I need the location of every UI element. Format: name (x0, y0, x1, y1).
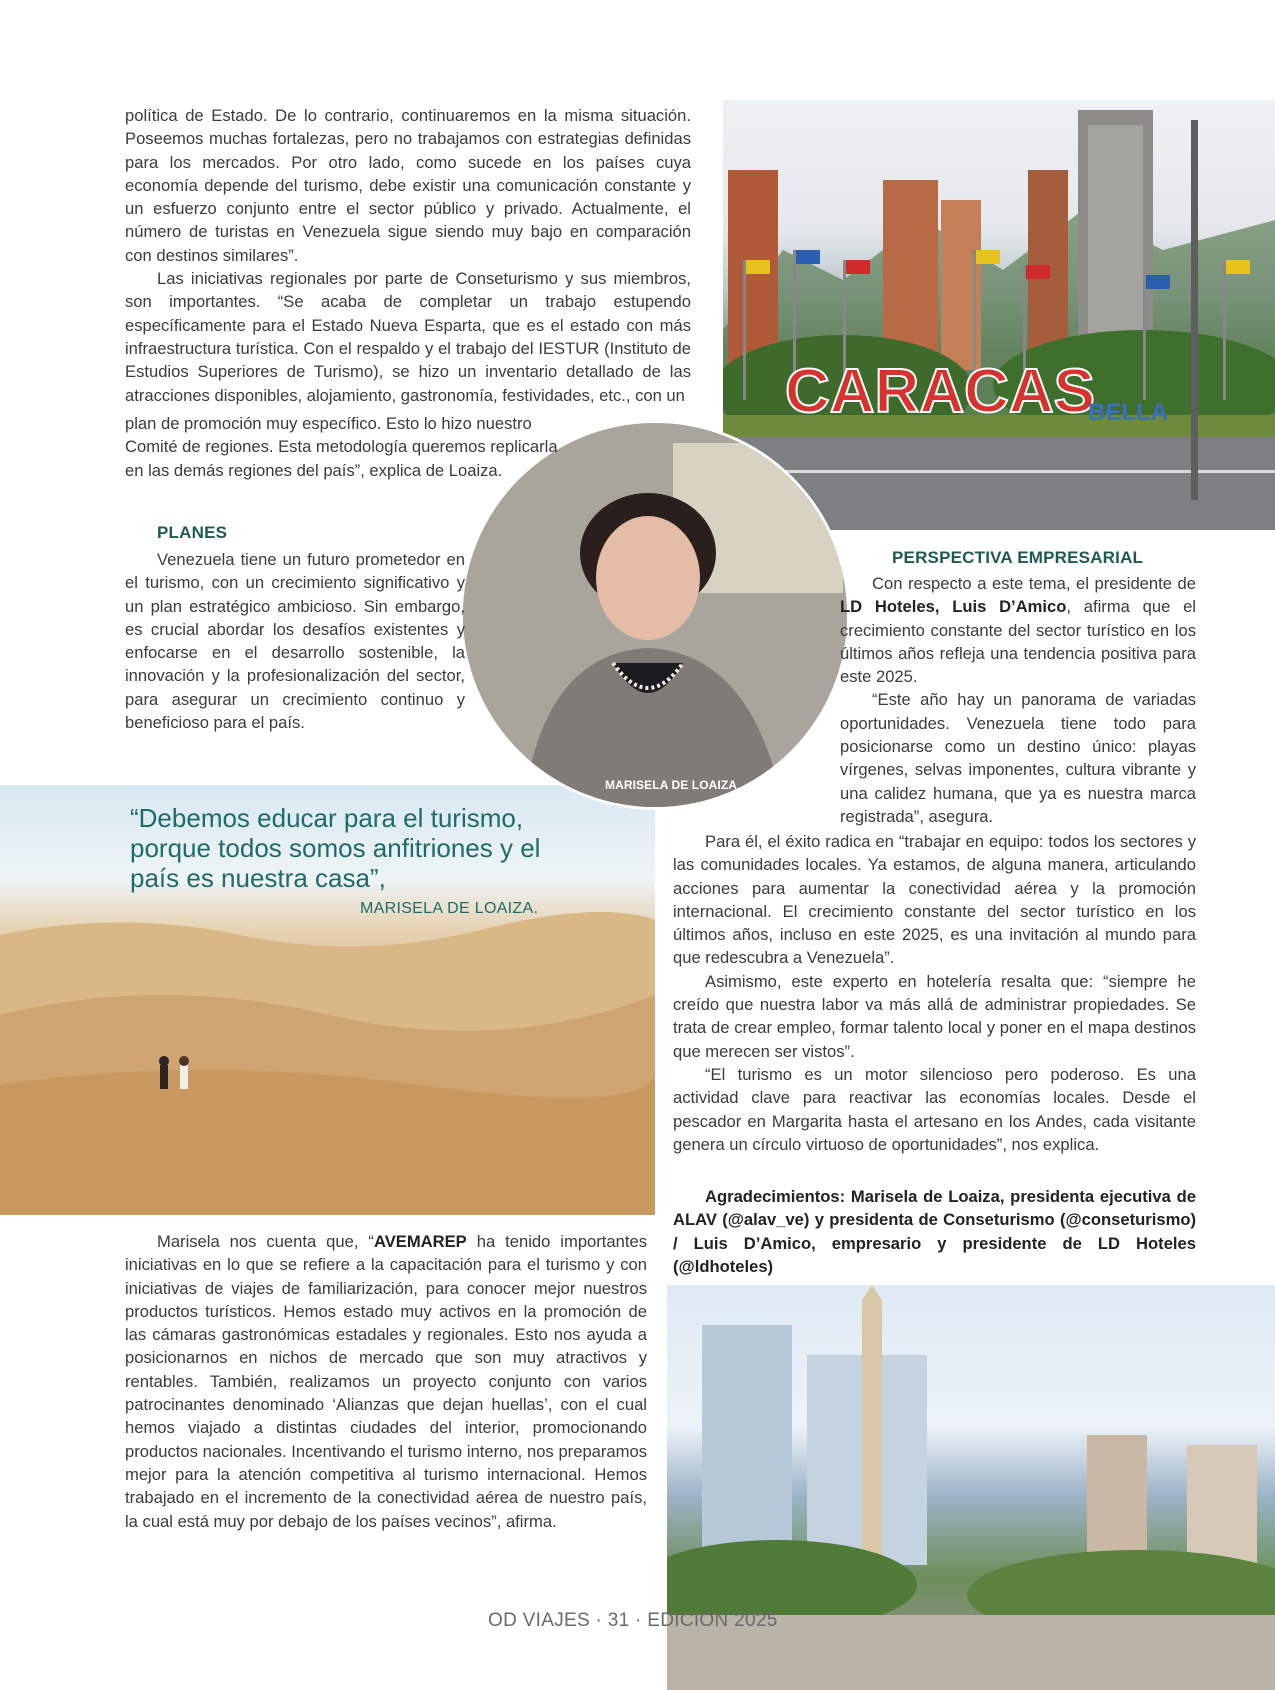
caracas-sign-text: CARACAS (785, 357, 1095, 426)
paragraph: política de Estado. De lo contrario, continuaremos en la misma situación. Poseemos muchas fortalezas, pero no trabajamos con estrategias definidas para los mercados. Por otro lado, como sucede en los países cuya economía depende del turismo, debe existir una comunicación constante y un esfuerzo conjunto entre el sector público y privado. Actualmente, el número de turistas en Venezuela sigue siendo muy bajo en comparación con destinos similares”. (125, 106, 691, 265)
col1-top-text (125, 104, 691, 407)
perspectiva-intro (840, 572, 1196, 828)
paragraph: Asimismo, este experto en hotelería resalta que: “siempre he creído que nuestra labor va más allá de administrar propiedades. Se trata de crear empleo, formar talento local y poner en el mapa destinos que merecen ser vistos”. (673, 971, 1196, 1061)
text-lead: Con respecto a este tema, el presidente de (872, 574, 1196, 593)
acknowledgements (673, 1185, 1196, 1278)
planes-text (125, 548, 465, 734)
avemarep-bold: AVEMAREP (373, 1232, 467, 1251)
caracas-sign-photo (723, 100, 1275, 530)
paragraph: Para él, el éxito radica en “trabajar en equipo: todos los sectores y las comunidades locales. Ya estamos, de alguna manera, articulando acciones para aumentar la conectividad aérea y la promoción internacional. El crecimiento constante del sector turístico en los últimos años, incluso en este 2025, es una invitación al mundo para que redescubra a Venezuela”. (673, 832, 1196, 968)
text-rest: ha tenido importantes iniciativas en lo que se refiere a la capacitación para el turismo y con iniciativas de viajes de familiarización, para conocer mejor nuestros productos turísticos. Hemos estado muy activos en la promoción de las cámaras gastronómicas estadales y regionales. Esto nos ayuda a posicionarnos en nichos de mercado que son muy atractivos y rentables. También, realizamos un proyecto conjunto con varios patrocinantes denominado ‘Alianzas que dejan huellas’, con el cual hemos viajado a distintas ciudades del interior, promocionando productos nacionales. Incentivando el turismo interno, nos preparamos mejor para la atención competitiva al turismo internacional. Hemos trabajado en el incremento de la conectividad aérea de nuestro país, la cual está muy por debajo de los países vecinos”, afirma. (125, 1232, 647, 1531)
page-footer: OD VIAJES · 31 · EDICIÓN 2025 (488, 1610, 778, 1631)
text-lead: Marisela nos cuenta que, “ (157, 1232, 374, 1251)
paragraph: plan de promoción muy específico. Esto lo hizo nuestro Comité de regiones. Esta metodología queremos replicarla en las demás regiones del país”, explica de Loaiza. (125, 414, 558, 480)
paragraph: Agradecimientos: Marisela de Loaiza, presidenta ejecutiva de ALAV (@alav_ve) y presidenta de Conseturismo (@conseturismo) / Luis D’Amico, empresario y presidente de LD Hoteles (@ldhoteles) (673, 1187, 1196, 1276)
portrait-caption: MARISELA DE LOAIZA (605, 778, 738, 792)
paragraph: Venezuela tiene un futuro prometedor en el turismo, con un crecimiento significativo y un plan estratégico ambicioso. Sin embargo, es crucial abordar los desafíos existentes y enfocarse en el desarrollo sostenible, la innovación y la profesionalización del sector, para asegurar un crecimiento continuo y beneficioso para el país. (125, 550, 465, 733)
perspectiva-body (673, 830, 1196, 1156)
paragraph: Las iniciativas regionales por parte de Conseturismo y sus miembros, son importantes. “Se acaba de completar un trabajo estupendo específicamente para el Estado Nueva Esparta, que es el estado con más infraestructura turística. Con el respaldo y el trabajo del IESTUR (Instituto de Estudios Superiores de Turismo), se hizo un inventario detallado de las atracciones disponibles, alojamiento, gastronomía, festividades, etc., con un (125, 269, 691, 405)
pull-quote-author: MARISELA DE LOAIZA. (360, 900, 539, 917)
paragraph (125, 1230, 647, 1533)
text-rest: , afirma que el crecimiento constante del sector turístico en los últimos años refleja una tendencia positiva para este 2025. (840, 597, 1196, 687)
planes-heading: PLANES (157, 523, 228, 542)
col1-bottom-text (125, 1230, 647, 1533)
paragraph: “Este año hay un panorama de variadas oportunidades. Venezuela tiene todo para posicionarse como un destino único: playas vírgenes, selvas imponentes, cultura vibrante y una calidez humana, que ya es nuestra marca registrada”, asegura. (840, 690, 1196, 826)
paragraph (840, 572, 1196, 688)
pull-quote: “Debemos educar para el turismo, porque todos somos anfitriones y el país es nuestra casa”, (130, 803, 541, 893)
bella-sign-text: BELLA (1088, 399, 1168, 426)
ld-hoteles-bold: LD Hoteles, Luis D’Amico (840, 597, 1067, 617)
col1-top-text-cont (125, 412, 565, 482)
paragraph: “El turismo es un motor silencioso pero poderoso. Es una actividad clave para reactivar las economías locales. Desde el pescador en Margarita hasta el artesano en los Andes, cada visitante genera un círculo virtuoso de oportunidades”, nos explica. (673, 1064, 1196, 1154)
caracas-scene (723, 100, 1275, 530)
perspectiva-heading: PERSPECTIVA EMPRESARIAL (892, 548, 1144, 567)
